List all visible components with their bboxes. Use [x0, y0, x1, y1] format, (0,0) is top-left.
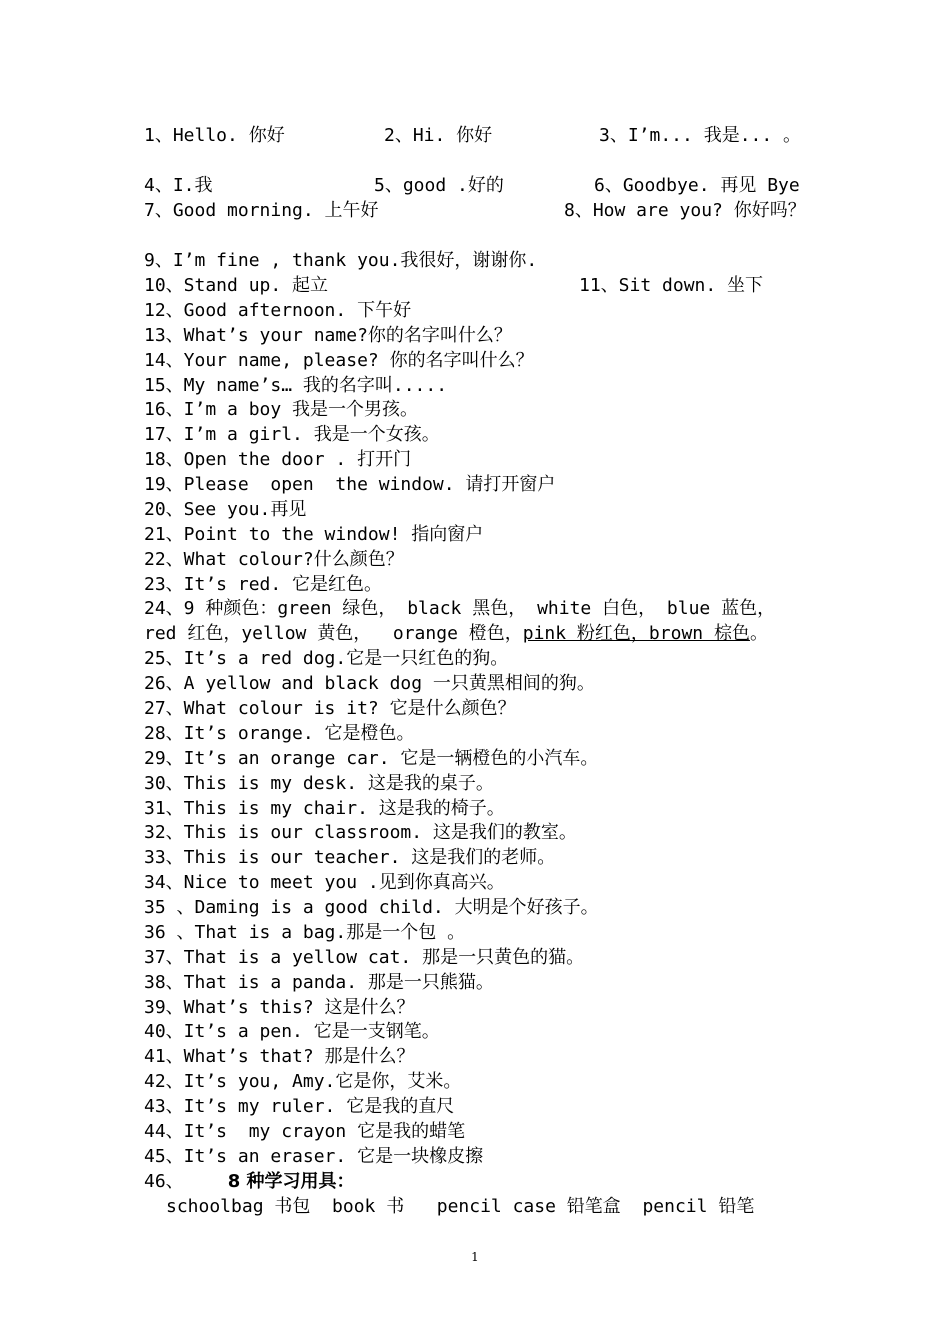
line-28: 33、This is our teacher. 这是我们的老师。: [144, 847, 556, 868]
line-10: 16、I’m a boy 我是一个男孩。: [144, 399, 419, 420]
line-2-part-c: 6、Goodbye. 再见 Bye: [594, 175, 800, 196]
line-25: 30、This is my desk. 这是我的桌子。: [144, 773, 494, 794]
line-40: 45、It’s an eraser. 它是一块橡皮擦: [144, 1146, 484, 1167]
line-11: 17、I’m a girl. 我是一个女孩。: [144, 424, 440, 445]
line-19-tail: 。: [749, 623, 768, 644]
line-41-heading: 8 种学习用具：: [227, 1171, 355, 1192]
line-4-part-a: 9、I’m fine , thank you.我很好，谢谢你.: [144, 250, 538, 271]
line-4: [144, 249, 538, 273]
line-19: [144, 622, 768, 646]
line-12: 18、Open the door . 打开门: [144, 449, 412, 470]
line-8: 14、Your name, please? 你的名字叫什么？: [144, 350, 534, 371]
line-33: 38、That is a panda. 那是一只熊猫。: [144, 972, 494, 993]
line-19-underlined: pink 粉红色，brown 棕色: [522, 623, 750, 644]
line-42: schoolbag 书包 book 书 pencil case 铅笔盒 pencil 铅笔: [166, 1196, 755, 1217]
line-1-part-b: 2、Hi. 你好: [384, 125, 493, 146]
line-26: 31、This is my chair. 这是我的椅子。: [144, 798, 505, 819]
line-30: 35 、Daming is a good child. 大明是个好孩子。: [144, 897, 599, 918]
line-15: 21、Point to the window! 指向窗户: [144, 524, 484, 545]
line-19-text: red 红色，yellow 黄色， orange 橙色，: [144, 623, 523, 644]
line-32: 37、That is a yellow cat. 那是一只黄色的猫。: [144, 947, 585, 968]
line-2: [144, 174, 800, 198]
line-1-part-a: 1、Hello. 你好: [144, 125, 285, 146]
line-1: [144, 124, 802, 148]
line-3-part-a: 7、Good morning. 上午好: [144, 200, 379, 221]
line-3: [144, 199, 806, 223]
line-7: 13、What’s your name?你的名字叫什么？: [144, 325, 512, 346]
line-35: 40、It’s a pen. 它是一支钢笔。: [144, 1021, 440, 1042]
line-5: [144, 274, 764, 298]
line-18: 24、9 种颜色：green 绿色， black 黑色， white 白色， blue 蓝色，: [144, 598, 776, 619]
line-38: 43、It’s my ruler. 它是我的直尺: [144, 1096, 455, 1117]
line-5-part-a: 10、Stand up. 起立: [144, 275, 329, 296]
line-3-part-b: 8、How are you? 你好吗？: [564, 200, 806, 221]
line-6: 12、Good afternoon. 下午好: [144, 300, 412, 321]
line-14: 20、See you.再见: [144, 499, 307, 520]
line-27: 32、This is our classroom. 这是我们的教室。: [144, 822, 577, 843]
line-5-part-b: 11、Sit down. 坐下: [579, 275, 764, 296]
line-23: 28、It’s orange. 它是橙色。: [144, 723, 415, 744]
line-29: 34、Nice to meet you .见到你真高兴。: [144, 872, 505, 893]
line-13: 19、Please open the window. 请打开窗户: [144, 474, 556, 495]
line-16: 22、What colour?什么颜色？: [144, 549, 404, 570]
line-41-number: 46、: [144, 1171, 184, 1192]
line-41: [144, 1170, 354, 1194]
line-24: 29、It’s an orange car. 它是一辆橙色的小汽车。: [144, 748, 599, 769]
line-2-part-b: 5、good .好的: [374, 175, 504, 196]
line-2-part-a: 4、I.我: [144, 175, 213, 196]
line-36: 41、What’s that? 那是什么？: [144, 1046, 415, 1067]
page-number: 1: [471, 1250, 479, 1264]
line-20: 25、It’s a red dog.它是一只红色的狗。: [144, 648, 509, 669]
line-22: 27、What colour is it? 它是什么颜色？: [144, 698, 516, 719]
line-21: 26、A yellow and black dog 一只黄黑相间的狗。: [144, 673, 595, 694]
line-9: 15、My name’s… 我的名字叫.....: [144, 375, 448, 396]
line-31: 36 、That is a bag.那是一个包 。: [144, 922, 466, 943]
line-1-part-c: 3、I’m... 我是... 。: [599, 125, 802, 146]
line-17: 23、It’s red. 它是红色。: [144, 574, 383, 595]
line-37: 42、It’s you, Amy.它是你，艾米。: [144, 1071, 462, 1092]
line-39: 44、It’s my crayon 它是我的蜡笔: [144, 1121, 466, 1142]
line-34: 39、What’s this? 这是什么？: [144, 997, 415, 1018]
